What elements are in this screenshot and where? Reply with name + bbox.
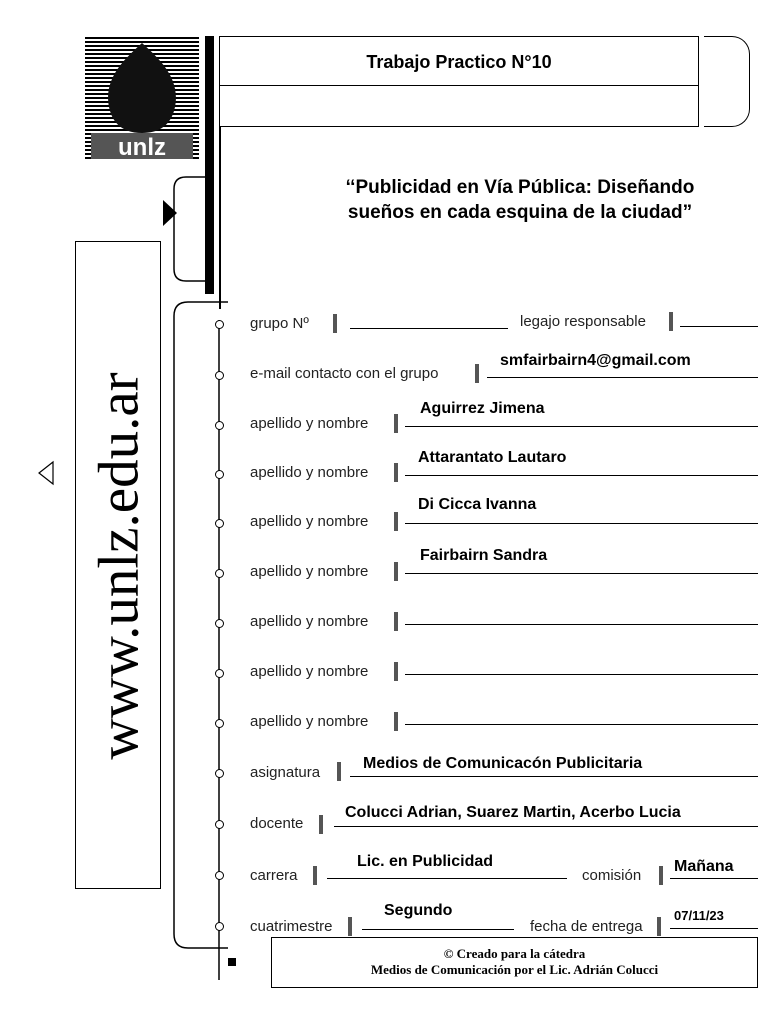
- row-member: [0, 449, 768, 494]
- subtitle-line-1: ‘‘Publicidad en Vía Pública: Diseñando: [345, 177, 695, 198]
- title-divider: [220, 85, 698, 86]
- field-marker: [659, 866, 663, 885]
- member-label: apellido y nombre: [250, 663, 369, 680]
- comision-field[interactable]: [670, 878, 758, 879]
- row-member: [0, 703, 768, 743]
- member-value[interactable]: Attarantato Lautaro: [418, 449, 567, 466]
- subtitle: [300, 175, 740, 225]
- row-member: [0, 603, 768, 643]
- footer-credit: [271, 937, 758, 988]
- header-thin-bar: [219, 127, 221, 309]
- member-value[interactable]: Di Cicca Ivanna: [418, 496, 537, 513]
- bullet-dot: [215, 421, 224, 430]
- member-value[interactable]: Aguirrez Jimena: [420, 400, 545, 417]
- member-label: apellido y nombre: [250, 415, 369, 432]
- member-field[interactable]: [405, 573, 758, 574]
- grupo-label: grupo Nº: [250, 315, 309, 332]
- row-carrera: [0, 855, 768, 895]
- row-member: [0, 496, 768, 543]
- bullet-dot: [215, 371, 224, 380]
- carrera-value[interactable]: Lic. en Publicidad: [357, 853, 494, 870]
- member-field[interactable]: [405, 674, 758, 675]
- row-member: [0, 547, 768, 593]
- member-label: apellido y nombre: [250, 713, 369, 730]
- bullet-dot: [215, 470, 224, 479]
- field-marker: [313, 866, 317, 885]
- field-marker: [333, 314, 337, 333]
- footer-line-2: Medios de Comunicación por el Lic. Adrián Colucci: [370, 962, 659, 977]
- page-title: Trabajo Practico N°10: [366, 52, 552, 72]
- field-marker: [394, 463, 398, 482]
- title-box: [219, 36, 699, 127]
- docente-field[interactable]: [334, 826, 758, 827]
- subtitle-bracket: [168, 175, 208, 285]
- member-field[interactable]: [405, 624, 758, 625]
- email-field[interactable]: [487, 377, 758, 378]
- bullet-dot: [215, 519, 224, 528]
- grupo-field[interactable]: [350, 328, 508, 329]
- cuatrimestre-label: cuatrimestre: [250, 918, 333, 935]
- website-url: www.unlz.edu.ar: [87, 372, 151, 760]
- member-label: apellido y nombre: [250, 613, 369, 630]
- bullet-dot: [215, 820, 224, 829]
- fecha-value[interactable]: 07/11/23: [674, 908, 724, 923]
- member-field[interactable]: [405, 426, 758, 427]
- field-marker: [394, 562, 398, 581]
- fecha-field[interactable]: [670, 928, 758, 929]
- row-member: [0, 653, 768, 693]
- bullet-dot: [215, 569, 224, 578]
- bullet-dot: [215, 669, 224, 678]
- field-marker: [669, 312, 673, 331]
- asignatura-value[interactable]: Medios de Comunicacón Publicitaria: [363, 755, 643, 772]
- row-member: [0, 400, 768, 445]
- bullet-dot: [215, 769, 224, 778]
- field-marker: [319, 815, 323, 834]
- subtitle-line-2: sueños en cada esquina de la ciudad”: [347, 202, 693, 223]
- member-label: apellido y nombre: [250, 563, 369, 580]
- carrera-label: carrera: [250, 867, 298, 884]
- member-field[interactable]: [405, 724, 758, 725]
- row-asignatura: [0, 753, 768, 793]
- legajo-label: legajo responsable: [520, 313, 646, 330]
- member-field[interactable]: [405, 523, 758, 524]
- field-marker: [394, 712, 398, 731]
- comision-value[interactable]: Mañana: [674, 858, 734, 875]
- bullet-dot: [215, 871, 224, 880]
- field-marker: [337, 762, 341, 781]
- comision-label: comisión: [582, 867, 642, 884]
- member-value[interactable]: Fairbairn Sandra: [420, 547, 548, 564]
- footer-line-1: © Creado para la cátedra: [443, 946, 586, 961]
- carrera-field[interactable]: [327, 878, 567, 879]
- field-marker: [394, 612, 398, 631]
- email-label: e-mail contacto con el grupo: [250, 365, 439, 382]
- field-marker: [657, 917, 661, 936]
- bullet-dot: [215, 922, 224, 931]
- fecha-label: fecha de entrega: [530, 918, 643, 935]
- bullet-dot: [215, 320, 224, 329]
- bullet-dot: [215, 619, 224, 628]
- field-marker: [475, 364, 479, 383]
- asignatura-label: asignatura: [250, 764, 321, 781]
- legajo-field[interactable]: [680, 326, 758, 327]
- asignatura-field[interactable]: [350, 776, 758, 777]
- unlz-logo: [85, 37, 199, 161]
- docente-value[interactable]: Colucci Adrian, Suarez Martin, Acerbo Lucia: [345, 804, 681, 821]
- row-email: [0, 352, 768, 395]
- logo-text: unlz: [118, 134, 166, 161]
- cuatrimestre-value[interactable]: Segundo: [384, 902, 453, 919]
- field-marker: [394, 414, 398, 433]
- square-bullet-icon: [228, 958, 236, 966]
- member-label: apellido y nombre: [250, 464, 369, 481]
- field-marker: [348, 917, 352, 936]
- bullet-dot: [215, 719, 224, 728]
- field-marker: [394, 512, 398, 531]
- docente-label: docente: [250, 815, 304, 832]
- member-field[interactable]: [405, 475, 758, 476]
- email-value[interactable]: smfairbairn4@gmail.com: [500, 352, 691, 369]
- cuatrimestre-field[interactable]: [362, 929, 514, 930]
- member-label: apellido y nombre: [250, 513, 369, 530]
- row-grupo: [0, 305, 768, 345]
- triangle-right-icon: [163, 200, 179, 226]
- field-marker: [394, 662, 398, 681]
- title-tab: [704, 36, 750, 127]
- row-docente: [0, 804, 768, 844]
